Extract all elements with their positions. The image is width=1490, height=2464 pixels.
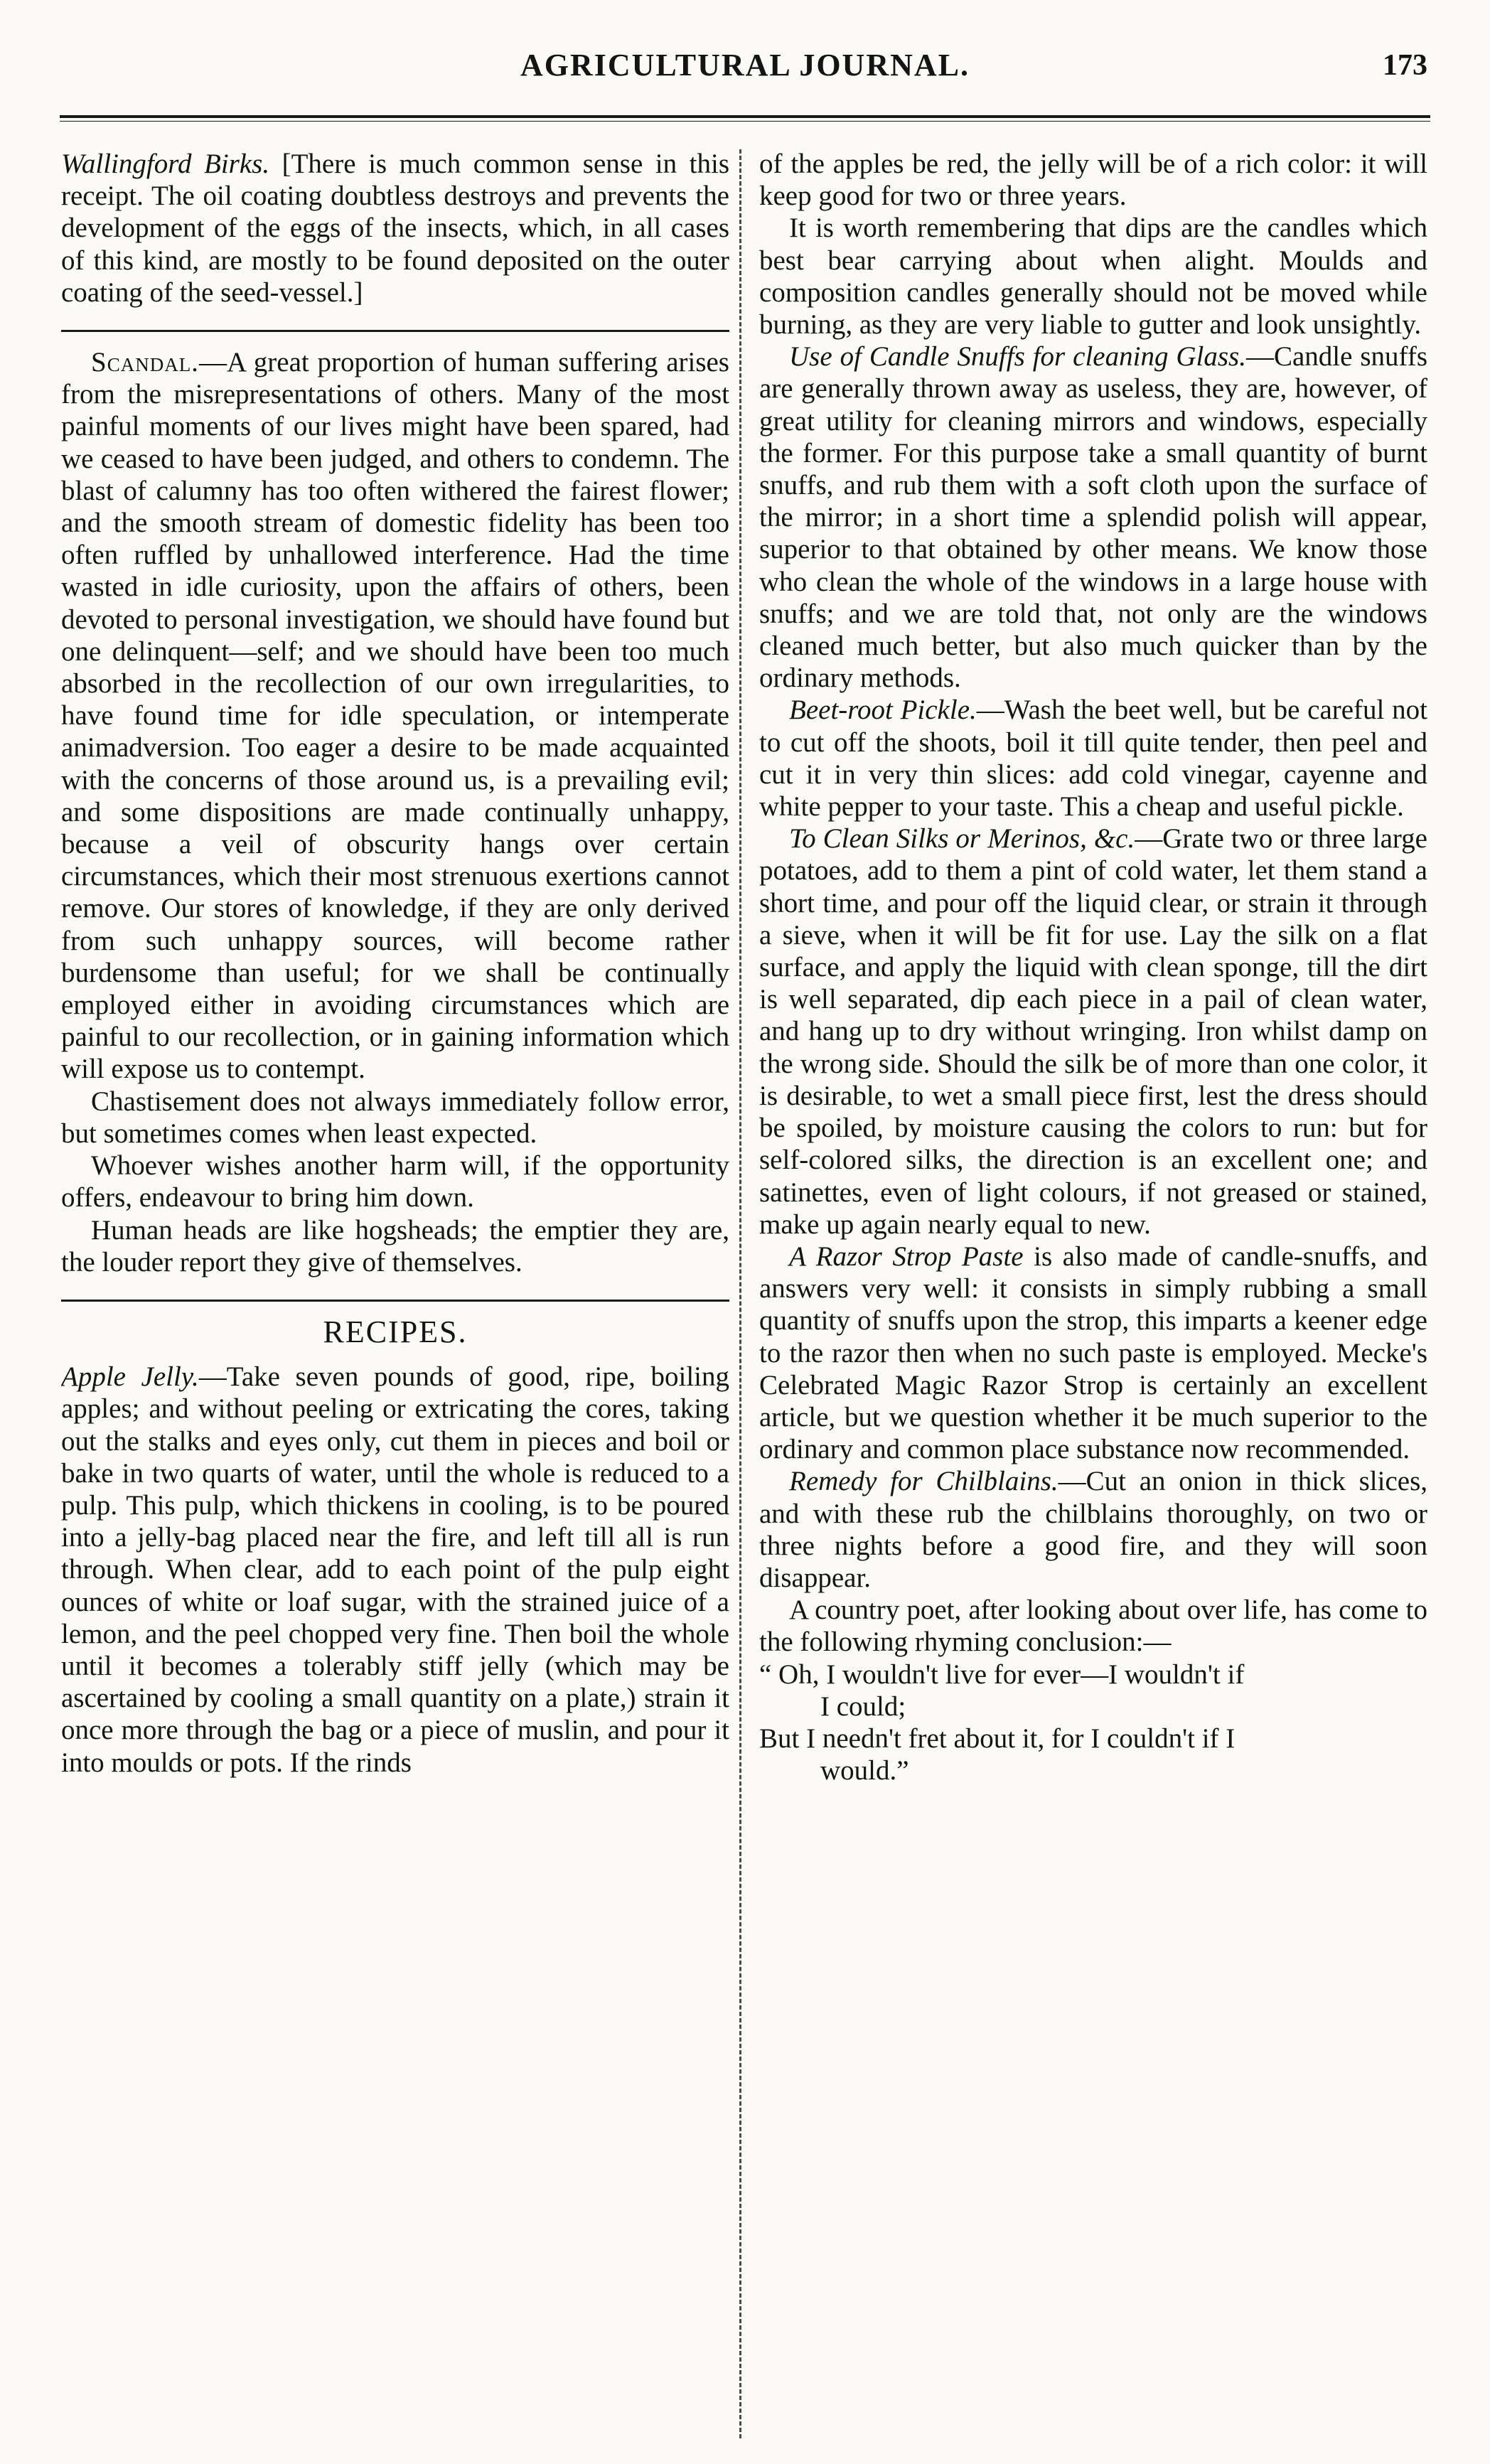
page-number: 173	[1383, 49, 1427, 82]
verse-line-2-cont: would.”	[820, 1755, 909, 1787]
snuffs-paragraph	[759, 341, 1427, 694]
verse-line-1: “ Oh, I wouldn't live for ever—I wouldn't if	[759, 1659, 1245, 1690]
chastisement-paragraph: Chastisement does not always immediately follow error, but sometimes comes when least expected.	[61, 1086, 729, 1149]
chilblains-paragraph	[759, 1465, 1427, 1594]
wallingford-paragraph	[61, 148, 729, 309]
apple-jelly-continued: of the apples be red, the jelly will be of a rich color: it will keep good for two or three years.	[759, 149, 1427, 212]
silks-text: —Grate two or three large potatoes, add to them a pint of cold water, let them stand a short time, and pour off the liquid clear, or strain it through a sieve, when it will be fit for use. Lay the silk on a flat surface, and apply the liquid with clean sponge, till the dirt is well separated, dip each piece in a pail of clean water, and hang up to dry without wringing. Iron whilst damp on the wrong side. Should the silk be of more than one color, it is desirable, to wet a small piece first, lest the dress should be spoiled, by moisture causing the colors to run: but for self-colored silks, the direction is an excellent one; and satinettes, even of light colours, if not greased or stained, make up again nearly equal to new.	[759, 823, 1427, 1240]
heads-paragraph: Human heads are like hogsheads; the emptier they are, the louder report they give of themselves.	[61, 1214, 729, 1277]
razor-paragraph	[759, 1241, 1427, 1465]
left-column	[61, 148, 729, 2444]
snuffs-text: —Candle snuffs are generally thrown away as useless, they are, however, of great utility for cleaning mirrors and windows, especially the former. For this purpose take a small quantity of burnt snuffs, and rub them with a soft cloth upon the surface of the mirror; in a short time a splendid polish will appear, superior to that obtained by other means. We know those who clean the whole of the windows in a large house with snuffs; and we are told that, not only are the windows cleaned much better, but also much quicker than by the ordinary methods.	[759, 341, 1427, 694]
header-rule	[60, 115, 1430, 122]
poet-paragraph: A country poet, after looking about over life, has come to the following rhyming conclusion:—	[759, 1595, 1427, 1658]
silks-title: To Clean Silks or Merinos, &c.	[789, 823, 1135, 855]
chilblains-title: Remedy for Chilblains.	[789, 1466, 1058, 1497]
running-title: AGRICULTURAL JOURNAL.	[520, 48, 970, 82]
snuffs-title: Use of Candle Snuffs for cleaning Glass.	[789, 341, 1246, 373]
section-rule-2	[61, 1300, 729, 1302]
beet-text: —Wash the beet well, but be careful not to cut off the shoots, boil it till quite tender, then peel and cut it in very thin slices: add cold vinegar, cayenne and white pepper to your taste. This a cheap and useful pickle.	[759, 695, 1427, 823]
right-column	[759, 148, 1427, 2444]
silks-paragraph	[759, 823, 1427, 1241]
apple-jelly-title: Apple Jelly.	[61, 1361, 199, 1393]
scandal-paragraph	[61, 346, 729, 1086]
column-divider	[739, 149, 741, 2438]
section-rule-1	[61, 330, 729, 332]
running-head	[60, 41, 1430, 92]
beet-paragraph	[759, 694, 1427, 823]
wallingford-text: [There is much common sense in this receipt. The oil coating doubtless destroys and prevents the development of the eggs of the insects, which, in all cases of this kind, are mostly to be found deposited on the outer coating of the seed-vessel.]	[61, 149, 729, 308]
wallingford-title: Wallingford Birks.	[61, 149, 270, 179]
razor-text: is also made of candle-snuffs, and answers very well: it consists in simply rubbing a small quantity of snuffs upon the strop, this imparts a keener edge to the razor then when no such paste is employed. Mecke's Celebrated Magic Razor Strop is certainly an excellent article, but we question whether it be much superior to the ordinary and common place substance now recommended.	[759, 1241, 1427, 1465]
beet-title: Beet-root Pickle.	[789, 695, 977, 726]
verse-line-2: But I needn't fret about it, for I couldn't if I	[759, 1723, 1236, 1754]
apple-jelly-text: —Take seven pounds of good, ripe, boiling apples; and without peeling or extricating the cores, taking out the stalks and eyes only, cut them in pieces and boil or bake in two quarts of water, until the whole is reduced to a pulp. This pulp, which thickens in cooling, is to be poured into a jelly-bag placed near the fire, and left till all is run through. When clear, add to each point of the pulp eight ounces of white or loaf sugar, with the strained juice of a lemon, and the peel chopped very fine. Then boil the whole until it becomes a tolerably stiff jelly (which may be ascertained by cooling a small quantity on a plate,) strain it once more through the bag or a piece of muslin, and pour it into moulds or pots. If the rinds	[61, 1361, 729, 1778]
scandal-text: —A great proportion of human suffering arises from the misrepresentations of others. Many of the most painful moments of our lives might have been spared, had we ceased to have been judged, and others to condemn. The blast of calumny has too often withered the fairest flower; and the smooth stream of domestic fidelity has been too often ruffled by unhallowed interference. Had the time wasted in idle curiosity, upon the affairs of others, been devoted to personal investigation, we should have found but one delinquent—self; and we should have been too much absorbed in the recollection of our own irregularities, to have found time for idle speculation, or intemperate animadversion. Too eager a desire to be made acquainted with the concerns of those around us, is a prevailing evil; and some dispositions are made continually unhappy, because a veil of obscurity hangs over certain circumstances, which their most strenuous exertions cannot remove. Our stores of knowledge, if they are only derived from such unhappy sources, will become rather burdensome than useful; for we shall be continually employed either in avoiding circumstances which are painful to our recollection, or in gaining information which will expose us to contempt.	[61, 347, 729, 1085]
apple-jelly-paragraph	[61, 1361, 729, 1779]
recipes-heading: RECIPES.	[323, 1314, 468, 1349]
verse-line-1-cont: I could;	[820, 1691, 906, 1722]
scandal-title: Scandal.	[91, 347, 199, 378]
chilblains-text: —Cut an onion in thick slices, and with these rub the chilblains thoroughly, on two or three nights before a good fire, and they will soon disappear.	[759, 1466, 1427, 1593]
dips-paragraph: It is worth remembering that dips are the candles which best bear carrying about when alight. Moulds and composition candles generally should not be moved while burning, as they are very liable to gutter and look unsightly.	[759, 213, 1427, 341]
whoever-paragraph: Whoever wishes another harm will, if the opportunity offers, endeavour to bring him down.	[61, 1150, 729, 1214]
razor-title: A Razor Strop Paste	[789, 1241, 1024, 1272]
